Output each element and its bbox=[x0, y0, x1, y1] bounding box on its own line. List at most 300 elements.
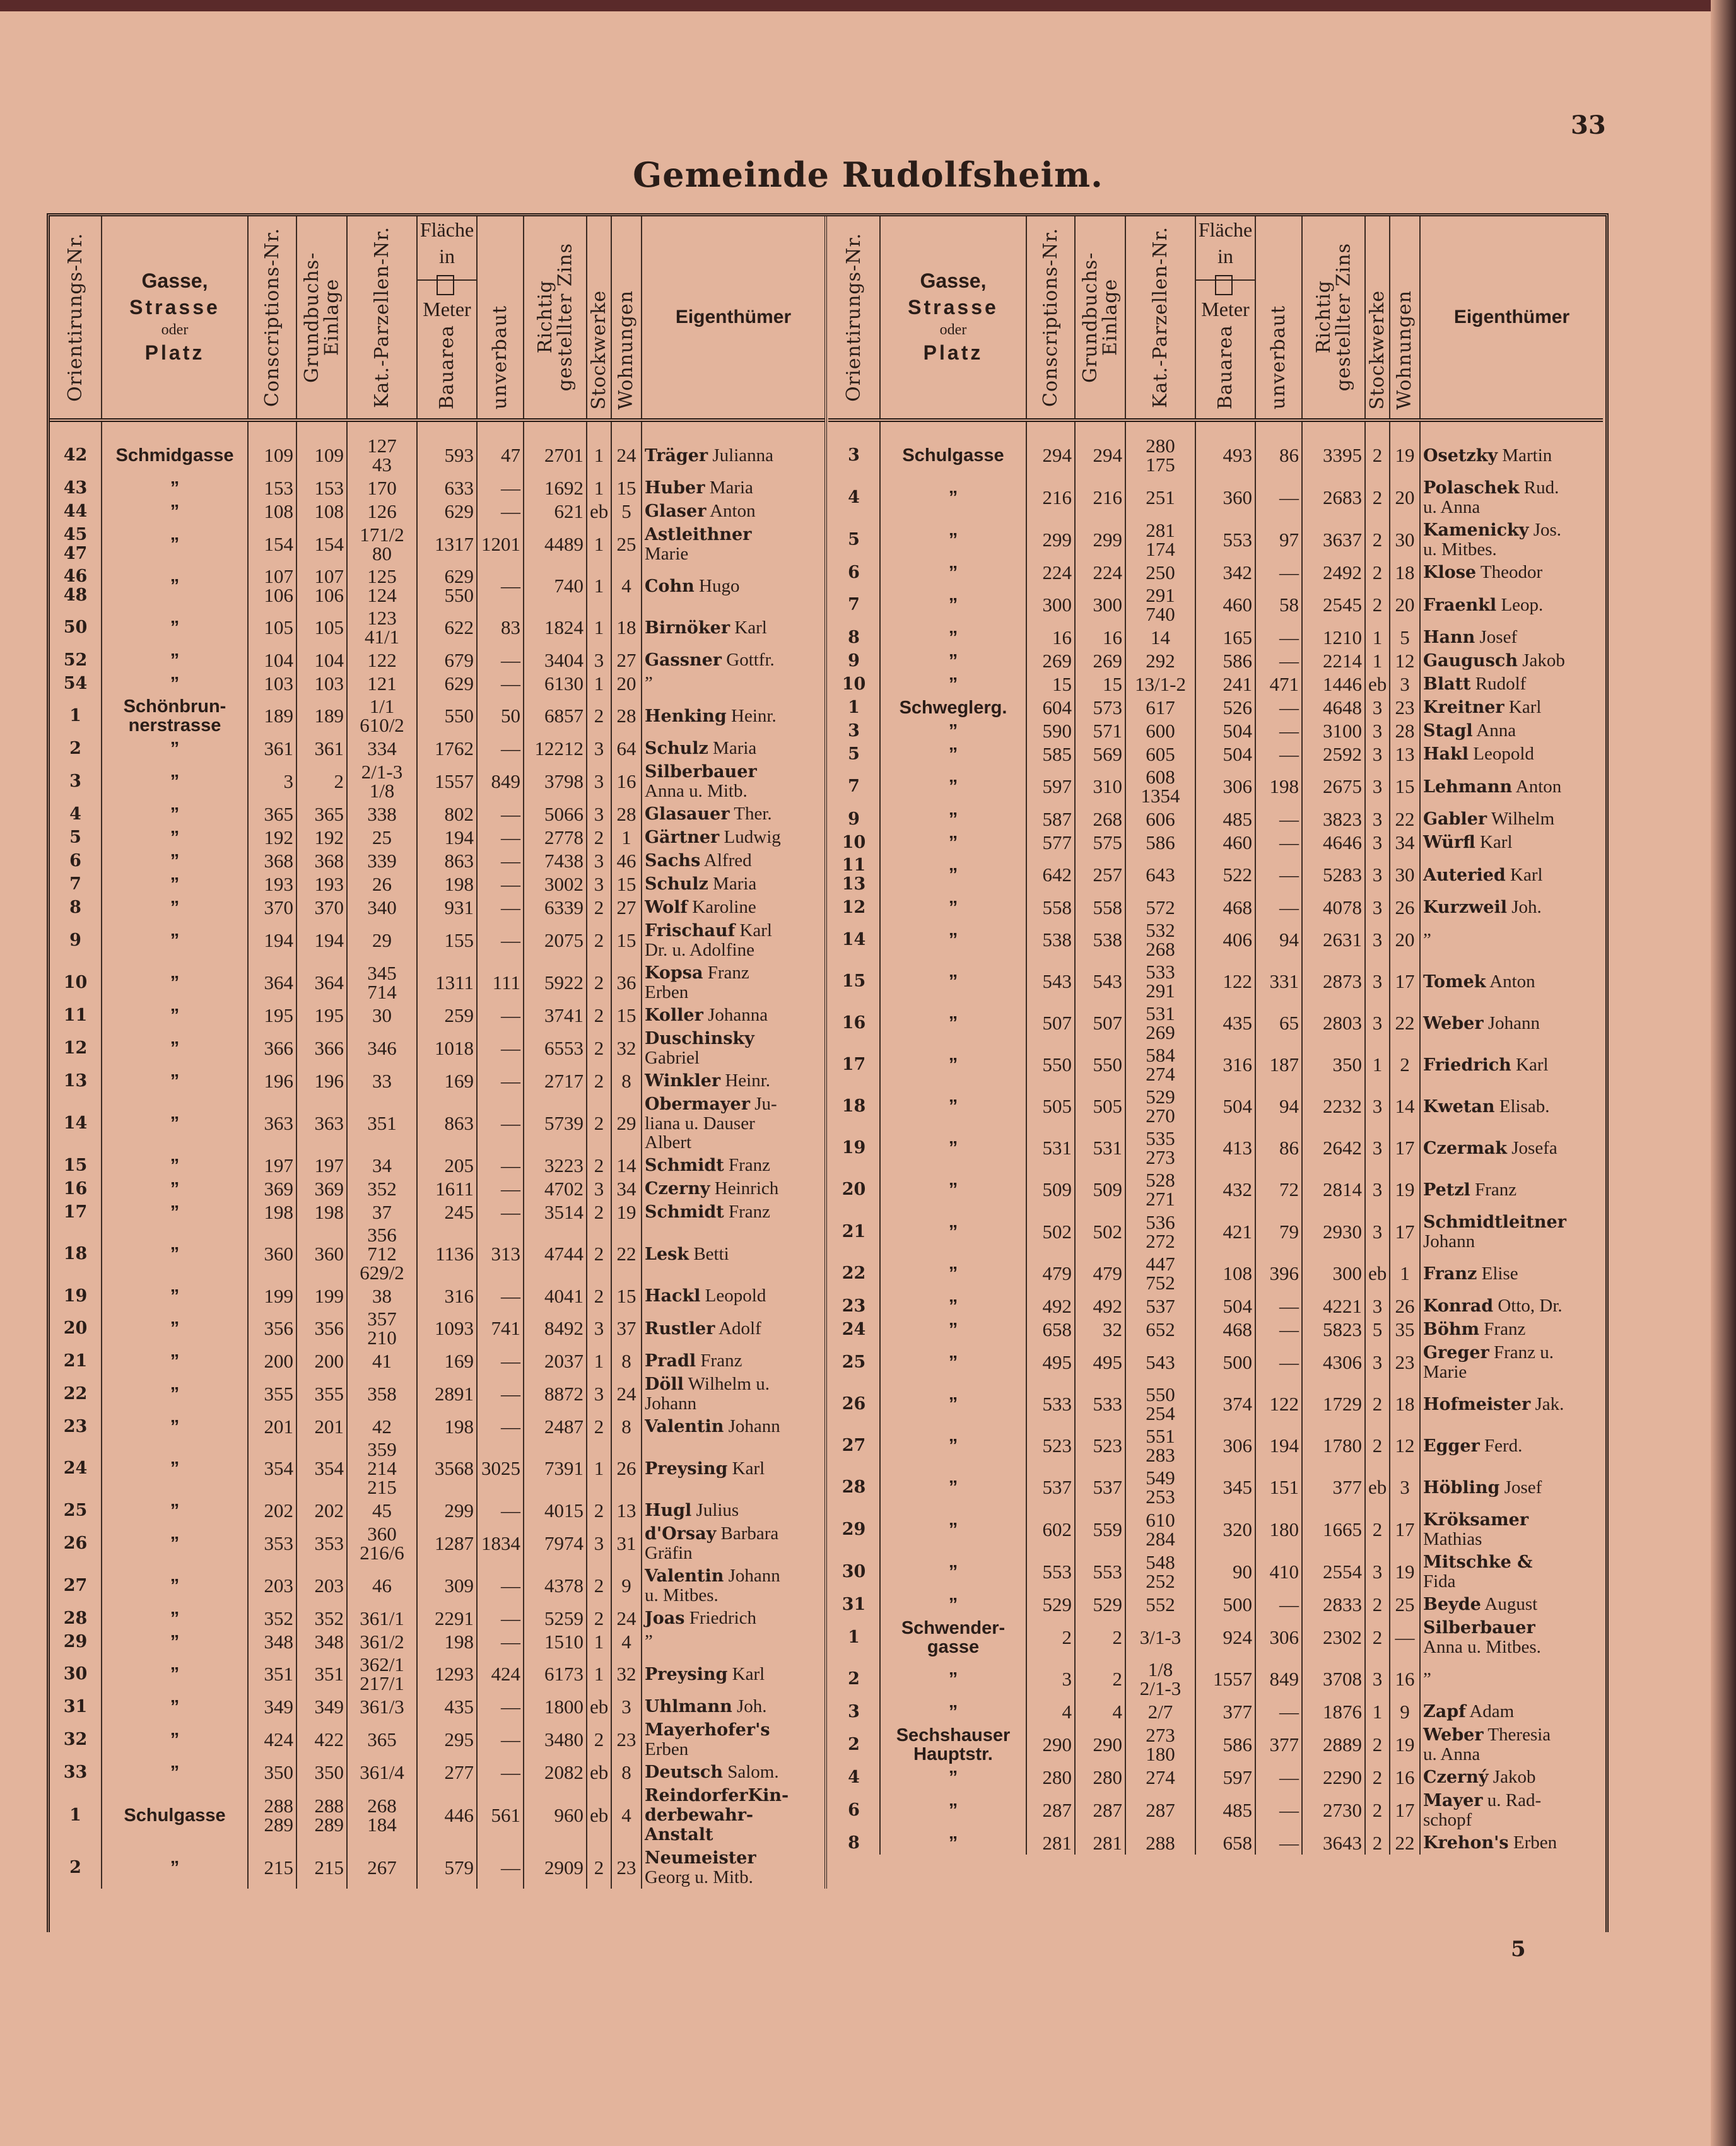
cell-gasse: ” bbox=[880, 649, 1026, 672]
cell-wohn: 27 bbox=[611, 896, 642, 919]
cell-stock: 1 bbox=[587, 1630, 611, 1653]
cell-orient: 45 47 bbox=[50, 523, 102, 565]
cell-unverbaut: — bbox=[477, 648, 524, 672]
cell-parz: 606 bbox=[1125, 807, 1195, 831]
table-row bbox=[828, 919, 1603, 961]
cell-gasse: ” bbox=[880, 519, 1026, 561]
owner-given: Heinrich bbox=[714, 1178, 779, 1199]
cell-stock: 1 bbox=[587, 1438, 611, 1499]
cell-stock: 1 bbox=[587, 1653, 611, 1695]
cell-stock: 2 bbox=[1365, 519, 1390, 561]
col-gasse: Gasse, Strasse oder Platz bbox=[102, 216, 248, 420]
cell-eigenthuemer bbox=[642, 919, 824, 961]
cell-zins: 2833 bbox=[1302, 1593, 1365, 1616]
cell-zins: 4702 bbox=[524, 1177, 587, 1200]
cell-unverbaut: — bbox=[477, 826, 524, 849]
cell-grund: 352 bbox=[296, 1607, 347, 1630]
cell-gasse: ” bbox=[880, 742, 1026, 766]
cell-orient: 24 bbox=[828, 1318, 880, 1341]
cell-unverbaut: — bbox=[477, 849, 524, 872]
cell-stock: 2 bbox=[587, 1069, 611, 1093]
cell-orient: 29 bbox=[50, 1630, 102, 1653]
owner-surname: Stagl bbox=[1423, 721, 1473, 741]
cell-parz: 2/7 bbox=[1125, 1700, 1195, 1723]
owner-surname: Würfl bbox=[1423, 833, 1475, 852]
cell-bauarea: 493 bbox=[1195, 435, 1255, 476]
owner-surname: Konrad bbox=[1423, 1296, 1494, 1316]
table-row bbox=[50, 1373, 824, 1415]
cell-bauarea: 526 bbox=[1195, 696, 1255, 719]
cell-cons: 201 bbox=[248, 1415, 296, 1438]
cell-parz: 26 bbox=[347, 872, 417, 896]
cell-eigenthuemer bbox=[642, 1564, 824, 1607]
cell-orient: 31 bbox=[828, 1593, 880, 1616]
cell-bauarea: 108 bbox=[1195, 1253, 1255, 1294]
cell-parz: 586 bbox=[1125, 831, 1195, 854]
cell-unverbaut: 86 bbox=[1255, 1127, 1302, 1169]
cell-cons: 294 bbox=[1026, 435, 1075, 476]
cell-wohn: 25 bbox=[611, 523, 642, 565]
cell-wohn: 5 bbox=[611, 500, 642, 523]
col-cons: Conscriptions-Nr. bbox=[1026, 216, 1075, 420]
owner-given: Joh. bbox=[737, 1696, 767, 1716]
cell-gasse: ” bbox=[102, 1004, 248, 1027]
cell-zins: 4306 bbox=[1302, 1341, 1365, 1383]
table-row bbox=[828, 476, 1603, 519]
cell-orient: 7 bbox=[828, 766, 880, 807]
cell-parz: 14 bbox=[1125, 626, 1195, 649]
cell-zins: 2930 bbox=[1302, 1211, 1365, 1253]
cell-grund: 571 bbox=[1075, 719, 1125, 742]
cell-bauarea: 377 bbox=[1195, 1700, 1255, 1723]
cell-unverbaut: — bbox=[1255, 1341, 1302, 1383]
cell-bauarea: 550 bbox=[417, 695, 477, 737]
cell-wohn: 18 bbox=[1390, 1383, 1420, 1425]
cell-wohn: 15 bbox=[611, 476, 642, 500]
cell-zins: 1824 bbox=[524, 607, 587, 648]
cell-unverbaut: — bbox=[477, 565, 524, 607]
cell-orient: 12 bbox=[50, 1027, 102, 1069]
cell-parz: 548 252 bbox=[1125, 1551, 1195, 1593]
cell-gasse: Schulgasse bbox=[102, 1784, 248, 1846]
cell-parz: 267 bbox=[347, 1846, 417, 1889]
cell-cons: 2 bbox=[1026, 1616, 1075, 1658]
table-row bbox=[828, 1211, 1603, 1253]
owner-surname: Frischauf bbox=[645, 921, 736, 941]
cell-cons: 299 bbox=[1026, 519, 1075, 561]
owner-given: Jos. u. Mitbes. bbox=[1423, 520, 1562, 560]
cell-eigenthuemer bbox=[1420, 1002, 1603, 1044]
table-row bbox=[828, 1127, 1603, 1169]
cell-unverbaut: — bbox=[477, 1004, 524, 1027]
cell-parz: 46 bbox=[347, 1564, 417, 1607]
cell-stock: 2 bbox=[587, 1200, 611, 1224]
table-row bbox=[828, 561, 1603, 584]
cell-unverbaut: — bbox=[477, 1415, 524, 1438]
cell-unverbaut: 194 bbox=[1255, 1425, 1302, 1467]
cell-parz: 652 bbox=[1125, 1318, 1195, 1341]
cell-grund: 368 bbox=[296, 849, 347, 872]
cell-cons: 590 bbox=[1026, 719, 1075, 742]
owner-surname: Träger bbox=[645, 445, 708, 466]
owner-given: Maria bbox=[713, 874, 757, 894]
cell-eigenthuemer bbox=[642, 737, 824, 760]
table-row bbox=[50, 476, 824, 500]
owner-surname: d'Orsay bbox=[645, 1524, 717, 1544]
cell-zins: 2487 bbox=[524, 1415, 587, 1438]
table-row bbox=[50, 1004, 824, 1027]
cell-grund: 350 bbox=[296, 1761, 347, 1784]
cell-unverbaut: — bbox=[477, 737, 524, 760]
cell-wohn: 8 bbox=[611, 1415, 642, 1438]
owner-given: Fida bbox=[1423, 1571, 1456, 1592]
owner-surname: Schmidtleitner bbox=[1423, 1212, 1566, 1232]
cell-eigenthuemer bbox=[642, 1154, 824, 1177]
owner-surname: Böhm bbox=[1423, 1320, 1480, 1339]
cell-zins: 2717 bbox=[524, 1069, 587, 1093]
owner-given: Franz bbox=[729, 1202, 771, 1222]
cell-cons: 108 bbox=[248, 500, 296, 523]
cell-cons: 368 bbox=[248, 849, 296, 872]
cell-grund: 529 bbox=[1075, 1593, 1125, 1616]
cell-eigenthuemer bbox=[642, 523, 824, 565]
cell-cons: 585 bbox=[1026, 742, 1075, 766]
owner-given: Joh. bbox=[1511, 897, 1542, 917]
cell-bauarea: 259 bbox=[417, 1004, 477, 1027]
table-row bbox=[828, 896, 1603, 919]
cell-gasse: ” bbox=[102, 565, 248, 607]
cell-zins: 3637 bbox=[1302, 519, 1365, 561]
owner-given: Franz bbox=[1475, 1179, 1517, 1200]
cell-grund: 154 bbox=[296, 523, 347, 565]
cell-unverbaut: — bbox=[1255, 1593, 1302, 1616]
cell-cons: 3 bbox=[1026, 1658, 1075, 1700]
cell-gasse: ” bbox=[102, 1607, 248, 1630]
cell-wohn: 18 bbox=[1390, 561, 1420, 584]
cell-unverbaut: 424 bbox=[477, 1653, 524, 1695]
cell-orient: 2 bbox=[828, 1658, 880, 1700]
table-row bbox=[50, 523, 824, 565]
table-row bbox=[828, 1723, 1603, 1766]
cell-gasse: ” bbox=[880, 1318, 1026, 1341]
cell-gasse: ” bbox=[102, 1308, 248, 1349]
cell-eigenthuemer bbox=[642, 1846, 824, 1889]
owner-surname: Polaschek bbox=[1423, 478, 1520, 498]
cell-cons: 479 bbox=[1026, 1253, 1075, 1294]
cell-wohn: 3 bbox=[1390, 672, 1420, 696]
cell-eigenthuemer bbox=[642, 435, 824, 476]
cell-orient: 26 bbox=[50, 1522, 102, 1564]
cell-zins: 3002 bbox=[524, 872, 587, 896]
owner-surname: Kurzweil bbox=[1423, 898, 1507, 917]
col-grund: Grundbuchs-Einlage bbox=[1075, 216, 1125, 420]
col-eigen: Eigenthümer bbox=[1420, 216, 1603, 420]
cell-unverbaut: 94 bbox=[1255, 1086, 1302, 1127]
cell-wohn: 64 bbox=[611, 737, 642, 760]
col-cons: Conscriptions-Nr. bbox=[248, 216, 296, 420]
cell-gasse: ” bbox=[880, 1383, 1026, 1425]
owner-given: Maria bbox=[709, 478, 753, 498]
cell-gasse: ” bbox=[880, 1127, 1026, 1169]
cell-gasse: ” bbox=[102, 648, 248, 672]
cell-parz: 357 210 bbox=[347, 1308, 417, 1349]
owner-surname: Weber bbox=[1423, 1725, 1484, 1745]
cell-stock: 2 bbox=[1365, 1616, 1390, 1658]
owner-given: Georg u. Mitb. bbox=[645, 1867, 753, 1887]
cell-bauarea: 205 bbox=[417, 1154, 477, 1177]
cell-stock: 3 bbox=[1365, 1127, 1390, 1169]
cell-grund: 537 bbox=[1075, 1467, 1125, 1508]
table-row bbox=[828, 1169, 1603, 1211]
cell-eigenthuemer bbox=[1420, 649, 1603, 672]
table-row bbox=[828, 1616, 1603, 1658]
cell-unverbaut: — bbox=[477, 1177, 524, 1200]
cell-parz: 361/3 bbox=[347, 1695, 417, 1718]
table-row bbox=[828, 1002, 1603, 1044]
page-edge bbox=[1711, 0, 1736, 2146]
cell-cons: 349 bbox=[248, 1695, 296, 1718]
cell-unverbaut: 471 bbox=[1255, 672, 1302, 696]
table-row bbox=[50, 1415, 824, 1438]
cell-orient: 28 bbox=[50, 1607, 102, 1630]
cell-parz: 352 bbox=[347, 1177, 417, 1200]
cell-grund: 153 bbox=[296, 476, 347, 500]
owner-surname: Obermayer bbox=[645, 1094, 750, 1114]
cell-grund: 105 bbox=[296, 607, 347, 648]
cell-unverbaut: 849 bbox=[1255, 1658, 1302, 1700]
cell-gasse: ” bbox=[880, 1169, 1026, 1211]
cell-gasse: Schulgasse bbox=[880, 435, 1026, 476]
cell-eigenthuemer bbox=[642, 500, 824, 523]
cell-eigenthuemer bbox=[1420, 1211, 1603, 1253]
cell-eigenthuemer bbox=[642, 802, 824, 826]
cell-wohn: 12 bbox=[1390, 649, 1420, 672]
cell-eigenthuemer bbox=[642, 1284, 824, 1308]
cell-grund: 287 bbox=[1075, 1789, 1125, 1831]
cell-wohn: 14 bbox=[611, 1154, 642, 1177]
owner-given: Johann u. Mitbes. bbox=[645, 1566, 780, 1605]
cell-zins: 2730 bbox=[1302, 1789, 1365, 1831]
cell-stock: 3 bbox=[587, 849, 611, 872]
table-row bbox=[50, 919, 824, 961]
table-row bbox=[50, 802, 824, 826]
cell-bauarea: 413 bbox=[1195, 1127, 1255, 1169]
cell-zins: 6553 bbox=[524, 1027, 587, 1069]
cell-orient: 3 bbox=[50, 760, 102, 802]
owner-given: Josef bbox=[1479, 627, 1518, 647]
cell-unverbaut: 561 bbox=[477, 1784, 524, 1846]
page-number: 33 bbox=[1571, 110, 1606, 140]
cell-zins: 6857 bbox=[524, 695, 587, 737]
cell-cons: 360 bbox=[248, 1224, 296, 1284]
cell-gasse: ” bbox=[880, 476, 1026, 519]
cell-eigenthuemer bbox=[642, 1438, 824, 1499]
cell-parz: 351 bbox=[347, 1093, 417, 1154]
cell-cons: 597 bbox=[1026, 766, 1075, 807]
cell-parz: 536 272 bbox=[1125, 1211, 1195, 1253]
cell-bauarea: 306 bbox=[1195, 1425, 1255, 1467]
cell-parz: 37 bbox=[347, 1200, 417, 1224]
table-row bbox=[50, 1607, 824, 1630]
cell-grund: 216 bbox=[1075, 476, 1125, 519]
cell-zins: 5922 bbox=[524, 961, 587, 1004]
cell-gasse: ” bbox=[880, 831, 1026, 854]
owner-surname: Valentin bbox=[645, 1566, 724, 1586]
cell-stock: 2 bbox=[587, 1004, 611, 1027]
cell-wohn: 23 bbox=[611, 1718, 642, 1761]
cell-unverbaut: — bbox=[477, 1154, 524, 1177]
cell-parz: 281 174 bbox=[1125, 519, 1195, 561]
cell-parz: 643 bbox=[1125, 854, 1195, 896]
cell-orient: 17 bbox=[828, 1044, 880, 1086]
cell-zins: 2642 bbox=[1302, 1127, 1365, 1169]
cell-cons: 203 bbox=[248, 1564, 296, 1607]
cell-grund: 269 bbox=[1075, 649, 1125, 672]
cell-parz: 25 bbox=[347, 826, 417, 849]
cell-cons: 300 bbox=[1026, 584, 1075, 626]
cell-grund: 531 bbox=[1075, 1127, 1125, 1169]
cell-cons: 192 bbox=[248, 826, 296, 849]
cell-cons: 352 bbox=[248, 1607, 296, 1630]
owner-surname: Cohn bbox=[645, 576, 695, 596]
cell-zins: 4221 bbox=[1302, 1294, 1365, 1318]
cell-zins: 960 bbox=[524, 1784, 587, 1846]
cell-zins: 2075 bbox=[524, 919, 587, 961]
owner-surname: Glasauer bbox=[645, 804, 730, 824]
cell-stock: 3 bbox=[1365, 1551, 1390, 1593]
cell-grund: 370 bbox=[296, 896, 347, 919]
cell-cons: 543 bbox=[1026, 961, 1075, 1002]
cell-stock: 2 bbox=[587, 919, 611, 961]
table-row bbox=[828, 719, 1603, 742]
cell-gasse: ” bbox=[102, 1177, 248, 1200]
cell-bauarea: 122 bbox=[1195, 961, 1255, 1002]
cell-bauarea: 522 bbox=[1195, 854, 1255, 896]
cell-gasse: ” bbox=[102, 760, 248, 802]
cell-unverbaut: — bbox=[477, 1499, 524, 1522]
cell-bauarea: 1611 bbox=[417, 1177, 477, 1200]
cell-grund: 495 bbox=[1075, 1341, 1125, 1383]
cell-unverbaut: 396 bbox=[1255, 1253, 1302, 1294]
owner-surname: Klose bbox=[1423, 563, 1477, 582]
cell-grund: 103 bbox=[296, 672, 347, 695]
cell-bauarea: 169 bbox=[417, 1069, 477, 1093]
cell-eigenthuemer bbox=[1420, 626, 1603, 649]
cell-unverbaut: 72 bbox=[1255, 1169, 1302, 1211]
col-bauarea: Fläche in Meter Bauarea bbox=[417, 216, 477, 420]
owner-surname: Lesk bbox=[645, 1244, 689, 1264]
cell-orient: 29 bbox=[828, 1508, 880, 1551]
cell-eigenthuemer bbox=[642, 826, 824, 849]
cell-zins: 3708 bbox=[1302, 1658, 1365, 1700]
owner-given: Elisab. bbox=[1499, 1096, 1550, 1117]
cell-cons: 587 bbox=[1026, 807, 1075, 831]
cell-unverbaut: — bbox=[477, 476, 524, 500]
cell-gasse: Schönbrun- nerstrasse bbox=[102, 695, 248, 737]
cell-grund: 281 bbox=[1075, 1831, 1125, 1855]
cell-stock: eb bbox=[1365, 1253, 1390, 1294]
cell-cons: 15 bbox=[1026, 672, 1075, 696]
cell-grund: 198 bbox=[296, 1200, 347, 1224]
cell-unverbaut: 50 bbox=[477, 695, 524, 737]
cell-bauarea: 658 bbox=[1195, 1831, 1255, 1855]
cell-wohn: 19 bbox=[1390, 1551, 1420, 1593]
owner-given: Maria bbox=[713, 738, 757, 758]
owner-surname: Huber bbox=[645, 478, 705, 498]
cell-eigenthuemer bbox=[642, 1200, 824, 1224]
cell-cons: 107 106 bbox=[248, 565, 296, 607]
cell-zins: 4015 bbox=[524, 1499, 587, 1522]
cell-gasse: ” bbox=[880, 672, 1026, 696]
cell-unverbaut: 377 bbox=[1255, 1723, 1302, 1766]
cell-grund: 201 bbox=[296, 1415, 347, 1438]
cell-bauarea: 198 bbox=[417, 1630, 477, 1653]
cell-bauarea: 629 bbox=[417, 500, 477, 523]
owner-given: Elise bbox=[1481, 1263, 1518, 1284]
cell-eigenthuemer bbox=[642, 1224, 824, 1284]
cell-wohn: 16 bbox=[611, 760, 642, 802]
cell-bauarea: 360 bbox=[1195, 476, 1255, 519]
cell-wohn: 18 bbox=[611, 607, 642, 648]
cell-parz: 29 bbox=[347, 919, 417, 961]
cell-grund: 559 bbox=[1075, 1508, 1125, 1551]
cell-stock: 2 bbox=[587, 1564, 611, 1607]
owner-given: Anna u. Mitbes. bbox=[1423, 1637, 1541, 1657]
table-row bbox=[828, 1294, 1603, 1318]
cell-orient: 1 bbox=[50, 1784, 102, 1846]
cell-bauarea: 1093 bbox=[417, 1308, 477, 1349]
cell-unverbaut: 313 bbox=[477, 1224, 524, 1284]
cell-cons: 287 bbox=[1026, 1789, 1075, 1831]
cell-parz: 359 214 215 bbox=[347, 1438, 417, 1499]
cell-eigenthuemer bbox=[1420, 672, 1603, 696]
table-row bbox=[50, 1761, 824, 1784]
cell-parz: 360 216/6 bbox=[347, 1522, 417, 1564]
owner-surname: Hann bbox=[1423, 628, 1475, 647]
cell-bauarea: 90 bbox=[1195, 1551, 1255, 1593]
cell-gasse: ” bbox=[102, 1200, 248, 1224]
cell-grund: 558 bbox=[1075, 896, 1125, 919]
cell-wohn: — bbox=[1390, 1616, 1420, 1658]
cell-eigenthuemer bbox=[642, 648, 824, 672]
cell-zins: 2037 bbox=[524, 1349, 587, 1373]
cell-bauarea: 165 bbox=[1195, 626, 1255, 649]
owner-given: Anton bbox=[1515, 776, 1562, 797]
cell-cons: 193 bbox=[248, 872, 296, 896]
table-row bbox=[828, 1318, 1603, 1341]
cell-eigenthuemer bbox=[1420, 961, 1603, 1002]
owner-given: Erben bbox=[645, 1739, 689, 1759]
cell-grund: 16 bbox=[1075, 626, 1125, 649]
cell-parz: 41 bbox=[347, 1349, 417, 1373]
cell-orient: 20 bbox=[50, 1308, 102, 1349]
cell-bauarea: 629 550 bbox=[417, 565, 477, 607]
col-orient: Orientirungs-Nr. bbox=[50, 216, 102, 420]
owner-surname: Neumeister bbox=[645, 1848, 756, 1868]
cell-stock: 2 bbox=[587, 961, 611, 1004]
cell-cons: 529 bbox=[1026, 1593, 1075, 1616]
col-wohn: Wohnungen bbox=[611, 216, 642, 420]
owner-surname: Uhlmann bbox=[645, 1697, 732, 1716]
cell-eigenthuemer bbox=[1420, 696, 1603, 719]
owner-given: Salom. bbox=[727, 1762, 779, 1782]
cell-eigenthuemer bbox=[1420, 1723, 1603, 1766]
cell-wohn: 8 bbox=[611, 1349, 642, 1373]
owner-given: Hugo bbox=[699, 575, 740, 596]
cell-cons: 350 bbox=[248, 1761, 296, 1784]
owner-surname: Weber bbox=[1423, 1013, 1484, 1033]
cell-parz: 529 270 bbox=[1125, 1086, 1195, 1127]
